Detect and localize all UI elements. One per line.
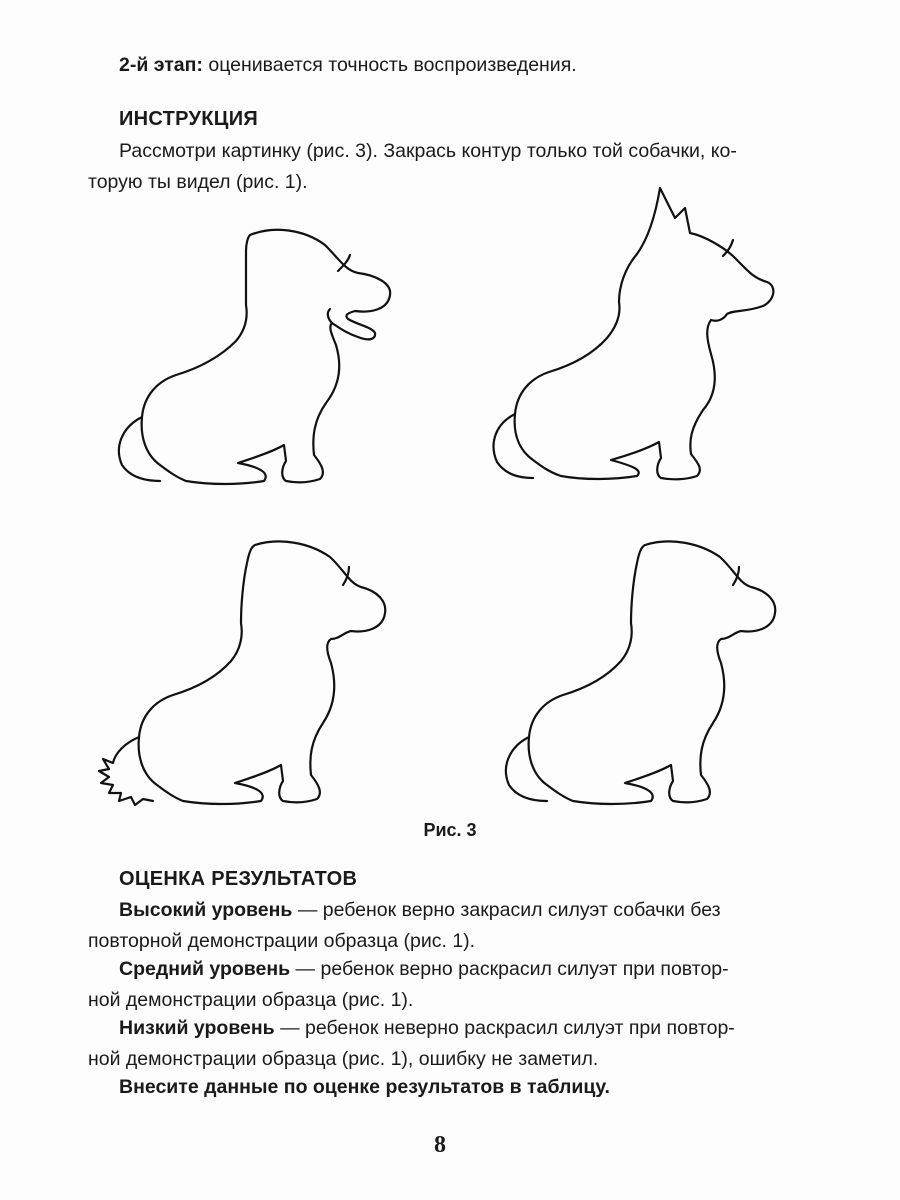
- instruction-line-2: торую ты видел (рис. 1).: [88, 171, 308, 193]
- low-level-label: Низкий уровень: [119, 1017, 275, 1039]
- results-heading: ОЦЕНКА РЕЗУЛЬТАТОВ: [119, 868, 358, 890]
- instruction-heading: ИНСТРУКЦИЯ: [119, 108, 259, 130]
- dog-floppy-ear-tongue-icon[interactable]: [100, 215, 400, 495]
- page-number: 8: [434, 1132, 446, 1158]
- dog-pointed-ears-icon[interactable]: [485, 178, 785, 493]
- high-level-line-2: повторной демонстрации образца (рис. 1).: [88, 930, 476, 952]
- high-level-text: — ребенок верно закрасил силуэт собачки без: [292, 899, 721, 921]
- figure-caption: Рис. 3: [423, 820, 477, 840]
- dog-floppy-ear-smooth-tail-icon[interactable]: [485, 535, 785, 815]
- dog-floppy-ear-fluffy-tail-icon[interactable]: [95, 535, 395, 815]
- stage-line: [119, 50, 779, 81]
- high-level-label: Высокий уровень: [119, 899, 293, 921]
- low-level-text: — ребенок неверно раскрасил силуэт при повтор-: [274, 1017, 735, 1039]
- instruction-line-1: Рассмотри картинку (рис. 3). Закрась контур только той собачки, ко-: [119, 140, 737, 162]
- stage-text: оценивается точность воспроизведения.: [202, 54, 577, 76]
- medium-level-line-2: ной демонстрации образца (рис. 1).: [88, 989, 414, 1011]
- results-note: Внесите данные по оценке результатов в таблицу.: [119, 1076, 610, 1098]
- medium-level-text: — ребенок верно раскрасил силуэт при повтор-: [290, 958, 729, 980]
- medium-level-line-1: [119, 954, 779, 985]
- medium-level-label: Средний уровень: [119, 958, 291, 980]
- low-level-line-2: ной демонстрации образца (рис. 1), ошибку не заметил.: [88, 1048, 599, 1070]
- low-level-line-1: [119, 1013, 779, 1044]
- high-level-line-1: [119, 895, 779, 926]
- stage-label: 2-й этап:: [119, 54, 203, 76]
